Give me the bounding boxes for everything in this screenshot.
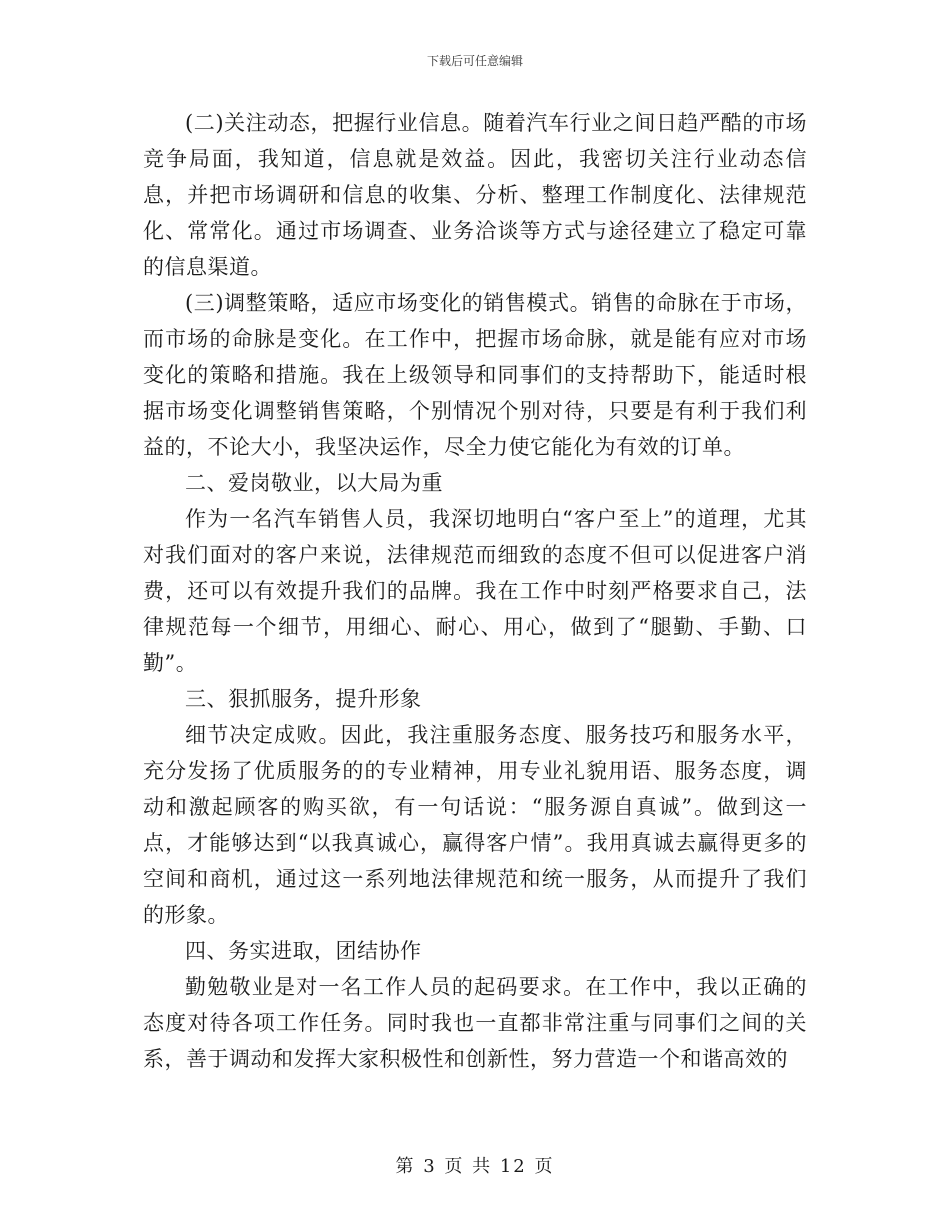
section-heading-service: 三、狠抓服务，提升形象 [185, 687, 422, 711]
paragraph-industry-info: (二)关注动态，把握行业信息。随着汽车行业之间日趋严酷的市场竞争局面，我知道，信息就是效益。因此，我密切关注行业动态信息，并把市场调研和信息的收集、分析、整理工作制度化、法律规范化、常常化。通过市场调查、业务洽谈等方式与途径建立了稳定可靠的信息渠道。 [143, 111, 807, 279]
paragraph-service-details: 细节决定成败。因此，我注重服务态度、服务技巧和服务水平，充分发扬了优质服务的的专业精神，用专业礼貌用语、服务态度，调动和激起顾客的购买欲，有一句话说：“服务源自真诚”。做到这一点，才能够达到“以我真诚心，赢得客户情”。我用真诚去赢得更多的空间和商机，通过这一系列地法律规范和统一服务，从而提升了我们的形象。 [143, 723, 807, 927]
paragraph-diligence: 勤勉敬业是对一名工作人员的起码要求。在工作中，我以正确的态度对待各项工作任务。同时我也一直都非常注重与同事们之间的关系，善于调动和发挥大家积极性和创新性，努力营造一个和谐高效的 [143, 975, 807, 1071]
paragraph-adjust-strategy: (三)调整策略，适应市场变化的销售模式。销售的命脉在于市场，而市场的命脉是变化。在工作中，把握市场命脉，就是能有应对市场变化的策略和措施。我在上级领导和同事们的支持帮助下，能适时根据市场变化调整销售策略，个别情况个别对待，只要是有利于我们利益的，不论大小，我坚决运作，尽全力使它能化为有效的订单。 [143, 291, 807, 459]
section-heading-dedication: 二、爱岗敬业，以大局为重 [185, 471, 443, 495]
page-header: 下载后可任意编辑 [426, 54, 523, 68]
page-number: 第 3 页 共 12 页 [395, 1156, 555, 1177]
section-heading-teamwork: 四、务实进取，团结协作 [185, 939, 422, 963]
document-body [143, 105, 807, 1077]
paragraph-customer-first: 作为一名汽车销售人员，我深切地明白“客户至上”的道理，尤其对我们面对的客户来说，法律规范而细致的态度不但可以促进客户消费，还可以有效提升我们的品牌。我在工作中时刻严格要求自己，法律规范每一个细节，用细心、耐心、用心，做到了“腿勤、手勤、口勤”。 [143, 507, 807, 675]
